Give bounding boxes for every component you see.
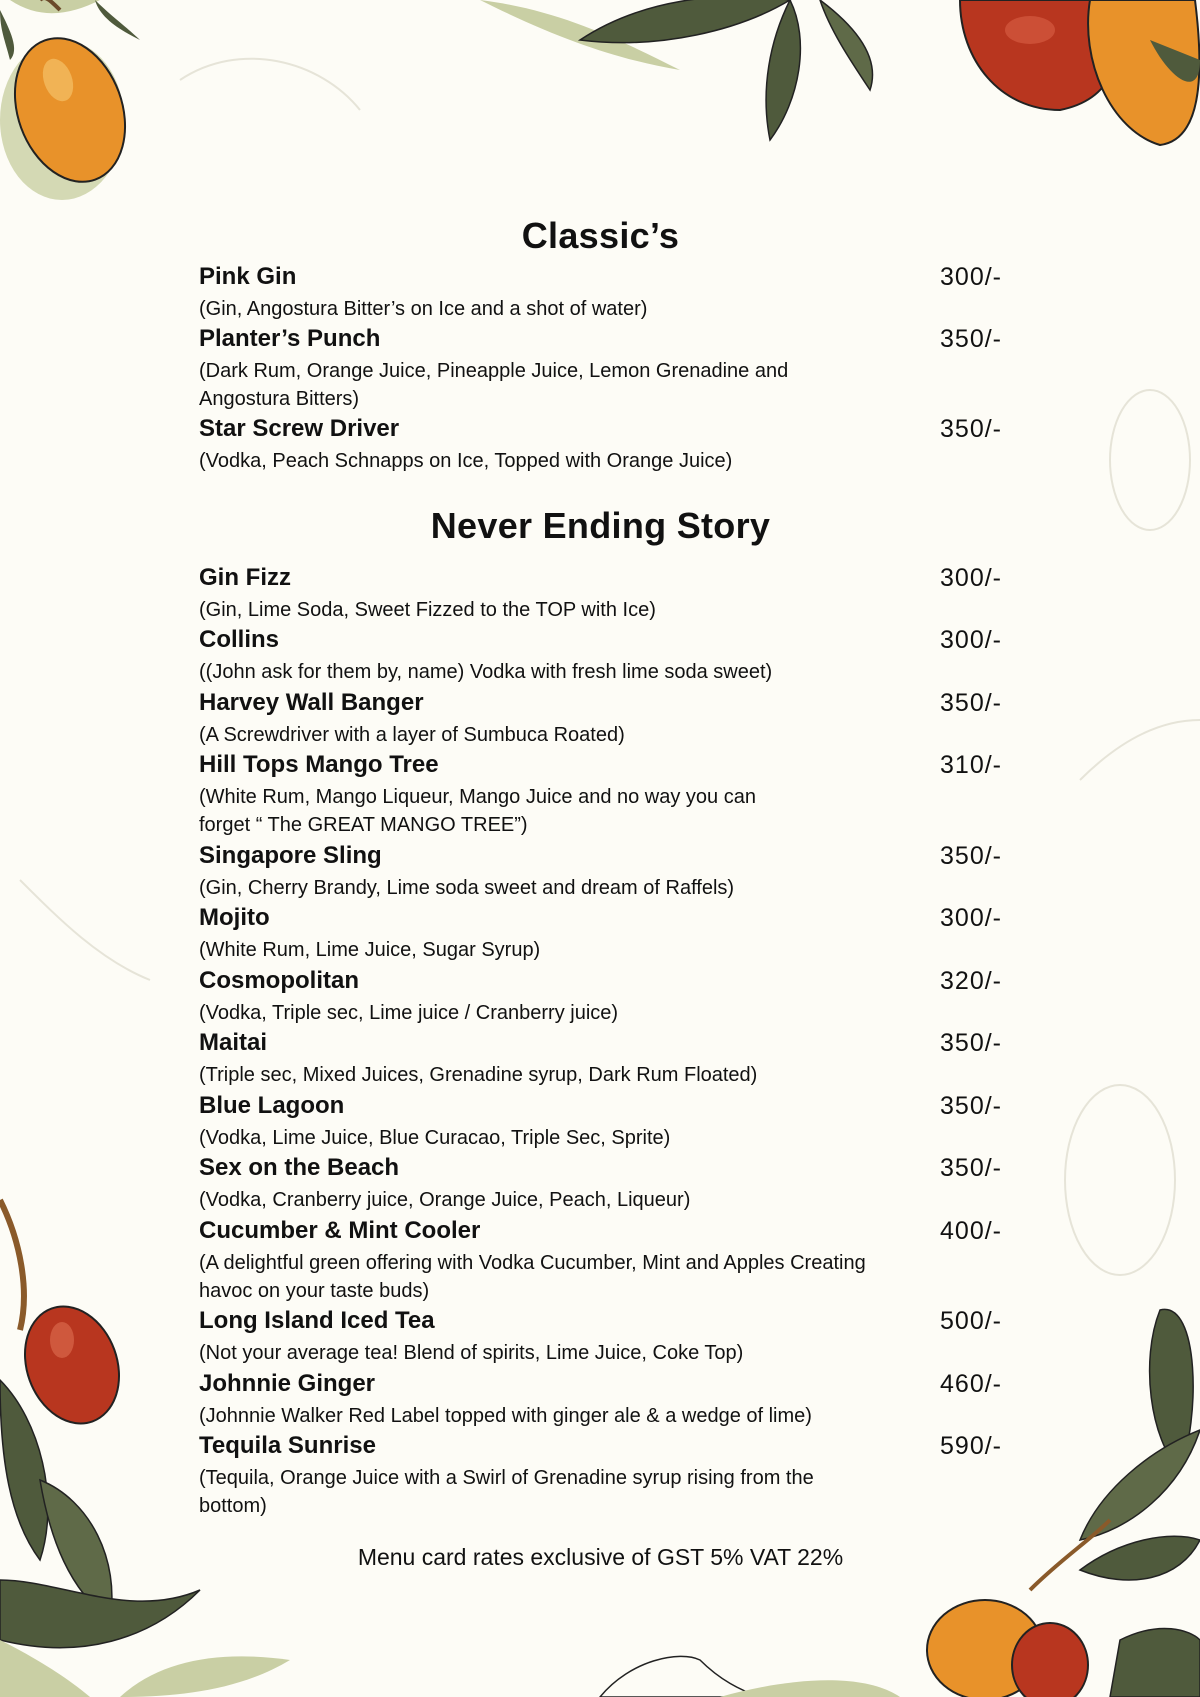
item-description: (Tequila, Orange Juice with a Swirl of Grenadine syrup rising from the bottom) bbox=[199, 1467, 814, 1517]
item-name: Mojito bbox=[199, 904, 270, 931]
item-name: Collins bbox=[199, 626, 280, 653]
bottom-right-mango-illustration bbox=[927, 1309, 1200, 1697]
section-title-never-ending-story: Never Ending Story bbox=[430, 505, 771, 546]
item-price: 400/- bbox=[940, 1217, 1002, 1245]
item-price: 590/- bbox=[940, 1432, 1002, 1460]
item-name: Singapore Sling bbox=[199, 842, 382, 869]
item-description: (Dark Rum, Orange Juice, Pineapple Juice, Lemon Grenadine and Angostura Bitters) bbox=[199, 360, 789, 410]
item-description: (Gin, Lime Soda, Sweet Fizzed to the TOP with Ice) bbox=[199, 599, 656, 621]
item-name: Cosmopolitan bbox=[199, 967, 359, 994]
item-description: (Vodka, Cranberry juice, Orange Juice, Peach, Liqueur) bbox=[199, 1189, 691, 1211]
tax-note: Menu card rates exclusive of GST 5% VAT 22% bbox=[357, 1544, 844, 1570]
item-price: 350/- bbox=[940, 842, 1002, 870]
item-name: Blue Lagoon bbox=[199, 1092, 345, 1119]
item-description: (Gin, Angostura Bitter’s on Ice and a shot of water) bbox=[199, 298, 648, 320]
item-price: 350/- bbox=[940, 1092, 1002, 1120]
item-description: (A delightful green offering with Vodka Cucumber, Mint and Apples Creating havoc on your taste buds) bbox=[199, 1252, 866, 1302]
item-name: Hill Tops Mango Tree bbox=[199, 751, 439, 778]
section-title-classics: Classic’s bbox=[521, 215, 680, 256]
item-name: Gin Fizz bbox=[199, 564, 291, 591]
item-name: Tequila Sunrise bbox=[199, 1432, 376, 1459]
item-price: 320/- bbox=[940, 967, 1002, 995]
item-price: 350/- bbox=[940, 689, 1002, 717]
item-price: 350/- bbox=[940, 1029, 1002, 1057]
item-description: (White Rum, Lime Juice, Sugar Syrup) bbox=[199, 939, 541, 961]
item-price: 500/- bbox=[940, 1307, 1002, 1335]
item-name: Pink Gin bbox=[199, 263, 297, 290]
item-description: (Not your average tea! Blend of spirits, Lime Juice, Coke Top) bbox=[199, 1342, 744, 1364]
item-name: Johnnie Ginger bbox=[199, 1370, 376, 1397]
item-price: 300/- bbox=[940, 626, 1002, 654]
item-description: (A Screwdriver with a layer of Sumbuca Roated) bbox=[199, 724, 625, 746]
item-price: 460/- bbox=[940, 1370, 1002, 1398]
item-name: Cucumber & Mint Cooler bbox=[199, 1217, 481, 1244]
top-left-mango-illustration bbox=[0, 0, 144, 200]
item-description: ((John ask for them by, name) Vodka with fresh lime soda sweet) bbox=[199, 661, 773, 683]
bottom-center-leaf-illustration bbox=[600, 1656, 900, 1697]
item-name: Sex on the Beach bbox=[199, 1154, 400, 1181]
item-description: (Vodka, Triple sec, Lime juice / Cranberry juice) bbox=[199, 1002, 619, 1024]
item-price: 350/- bbox=[940, 1154, 1002, 1182]
item-price: 350/- bbox=[940, 415, 1002, 443]
item-name: Star Screw Driver bbox=[199, 415, 400, 442]
item-name: Long Island Iced Tea bbox=[199, 1307, 435, 1334]
item-description: (Vodka, Peach Schnapps on Ice, Topped with Orange Juice) bbox=[199, 450, 733, 472]
item-price: 300/- bbox=[940, 564, 1002, 592]
item-name: Planter’s Punch bbox=[199, 325, 381, 352]
item-price: 350/- bbox=[940, 325, 1002, 353]
item-price: 300/- bbox=[940, 263, 1002, 291]
top-right-mango-illustration bbox=[960, 0, 1200, 145]
item-description: (Triple sec, Mixed Juices, Grenadine syrup, Dark Rum Floated) bbox=[199, 1064, 758, 1086]
item-description: (Johnnie Walker Red Label topped with ginger ale & a wedge of lime) bbox=[199, 1405, 812, 1427]
item-description: (Vodka, Lime Juice, Blue Curacao, Triple Sec, Sprite) bbox=[199, 1127, 671, 1149]
item-price: 310/- bbox=[940, 751, 1002, 779]
item-price: 300/- bbox=[940, 904, 1002, 932]
item-name: Maitai bbox=[199, 1029, 268, 1056]
item-name: Harvey Wall Banger bbox=[199, 689, 424, 716]
item-description: (Gin, Cherry Brandy, Lime soda sweet and dream of Raffels) bbox=[199, 877, 735, 899]
item-description: (White Rum, Mango Liqueur, Mango Juice and no way you can forget “ The GREAT MANGO TREE”) bbox=[199, 786, 756, 836]
top-center-leaf-illustration bbox=[480, 0, 873, 140]
